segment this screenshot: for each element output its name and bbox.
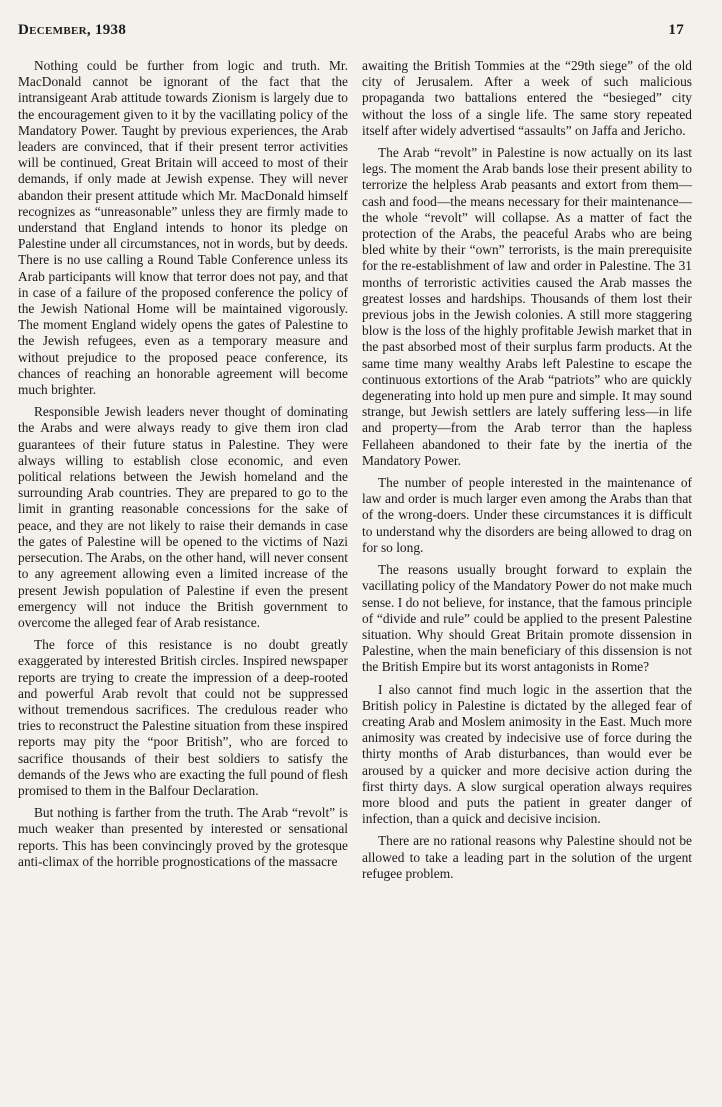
paragraph: The Arab “revolt” in Palestine is now actually on its last legs. The moment the Arab bands lose their present ability to terrorize the helpless Arab peasants and extort from them—cash and food—the means necessary for their maintenance—the whole “revolt” will collapse. As a matter of fact the protection of the Arabs, the peaceful Arabs who are being bled white by their “own” terrorists, is the main prerequisite for the re-establishment of law and order in Palestine. The 31 months of terroristic activities caused the Arab masses the greatest losses and hardships. Thousands of them lost their previous jobs in the Jewish colonies. A still more staggering blow is the loss of the highly profitable Jewish market that in the past absorbed most of their surplus farm products. At the same time many wealthy Arabs left Palestine to escape the continuous extortions of the Arab “patriots” who are quickly degenerating into hold up men pure and simple. It may sound strange, but Jewish settlers are lately suffering less—in life and property—from the Arab terror than the hapless Fellaheen abandoned to their fate by the inertia of the Mandatory Power. <box>362 145 692 468</box>
article-body <box>18 58 692 888</box>
right-column <box>362 58 692 888</box>
paragraph: The force of this resistance is no doubt greatly exaggerated by interested British circles. Inspired newspaper reports are trying to create the impression of a deep-rooted and powerful Arab revolt that could not be suppressed without tremendous sacrifices. The credulous reader who tries to reconstruct the Palestine situation from these inspired reports may pity the “poor British”, who are forced to sacrifice thousands of their best soldiers to satisfy the demands of the Jews who are exacting the full pound of flesh promised to them in the Balfour Declaration. <box>18 637 348 798</box>
issue-date: December, 1938 <box>18 22 127 38</box>
page-number: 17 <box>668 22 684 38</box>
left-column <box>18 58 348 888</box>
paragraph: Nothing could be further from logic and truth. Mr. MacDonald cannot be ignorant of the fact that the intransigeant Arab attitude towards Zionism is largely due to the encouragement given to it by the vacillating policy of the Mandatory Power. Taught by previous experiences, the Arab leaders are convinced, that if their present terror activities will be continued, Great Britain will acceed to most of their demands, if only made at Jewish expense. They will never abandon their present attitude which Mr. MacDonald himself recognizes as “unreasonable” unless they are firmly made to understand that England intends to honor its pledge on Palestine under all circumstances, not in words, but by deeds. There is no use calling a Round Table Conference unless its Arab participants will know that terror does not pay, and that in case of a failure of the proposed conference the policy of the Jewish National Home will be maintained vigorously. The moment England widely opens the gates of Palestine to the Jewish refugees, even as a temporary measure and without prejudice to the proposed peace conference, its chances of reaching an honorable agreement will become much brighter. <box>18 58 348 398</box>
paragraph: Responsible Jewish leaders never thought of dominating the Arabs and were always ready to give them iron clad guarantees of their future status in Palestine. They were always willing to establish close economic, and even political relations between the Jewish homeland and the surrounding Arab countries. They are prepared to go to the limit in granting reasonable concessions for the sake of peace, and they are not likely to raise their demands in case the gates of Palestine will be opened to the victims of Nazi persecution. The Arabs, on the other hand, will never consent to any agreement allowing even a limited increase of the present Jewish population of Palestine if even the present emergency will not induce the British government to overcome the alleged fear of Arab resistance. <box>18 404 348 630</box>
page-header <box>18 22 684 39</box>
paragraph: I also cannot find much logic in the assertion that the British policy in Palestine is dictated by the alleged fear of creating Arab and Moslem animosity in the East. Much more animosity was created by indecisive use of force during the thirty months of Arab disturbances, than would ever be aroused by a quicker and more decisive action during the first thirty days. A slow surgical operation always requires more blood and puts the patient in greater danger of infection, than a quick and decisive incision. <box>362 681 692 827</box>
paragraph: The reasons usually brought forward to explain the vacillating policy of the Mandatory Power do not make much sense. I do not believe, for instance, that the famous principle of “divide and rule” could be applied to the present Palestine situation. Why should Great Britain promote dissension in Palestine, when the main beneficiary of this dissension is not the British Empire but its worst antagonists in Rome? <box>362 562 692 675</box>
paragraph: There are no rational reasons why Palestine should not be allowed to take a leading part in the solution of the urgent refugee problem. <box>362 833 692 881</box>
paragraph: The number of people interested in the maintenance of law and order is much larger even among the Arabs than that of the wrong-doers. Under these circumstances it is difficult to understand why the disorders are being allowed to drag on for so long. <box>362 475 692 555</box>
paragraph-continued: awaiting the British Tommies at the “29th siege” of the old city of Jerusalem. After a week of such malicious propaganda two battalions entered the “besieged” city without the loss of a single life. The same story repeated itself after widely advertised “assaults” on Jaffa and Jericho. <box>362 58 692 138</box>
paragraph: But nothing is farther from the truth. The Arab “revolt” is much weaker than presented by interested or sensational reports. This has been convincingly proved by the grotesque anti-climax of the horrible prognostications of the massacre <box>18 805 348 869</box>
